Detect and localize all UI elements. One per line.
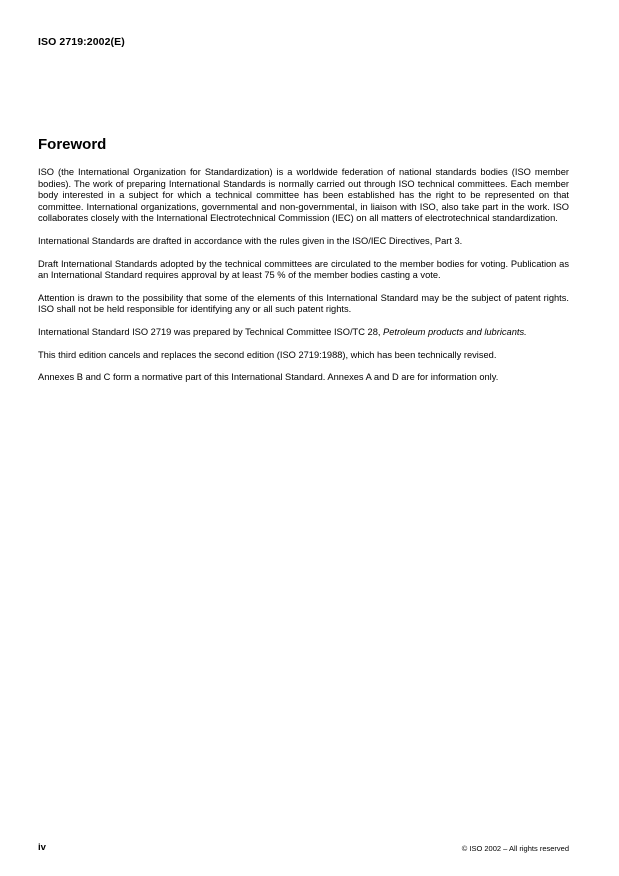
- paragraph-annexes: Annexes B and C form a normative part of this International Standard. Annexes A and D are for information only.: [38, 372, 499, 383]
- paragraph-iso-organization: ISO (the International Organization for Standardization) is a worldwide federation of national standards bodies (ISO member bodies). The work of preparing International Standards is normally carried out through ISO technical committees. Each member body interested in a subject for which a technical committee has been established has the right to be represented on that committee. International organizations, governmental and non-governmental, in liaison with ISO, also take part in the work. ISO collaborates closely with the International Electrotechnical Commission (IEC) on all matters of electrotechnical standardization.: [38, 167, 569, 224]
- copyright-notice: © ISO 2002 – All rights reserved: [461, 844, 569, 853]
- document-id: ISO 2719:2002(E): [38, 36, 125, 48]
- paragraph-committee: [38, 327, 569, 339]
- foreword-body: [38, 167, 569, 395]
- paragraph-patent-rights: Attention is drawn to the possibility that some of the elements of this International Standard may be the subject of patent rights. ISO shall not be held responsible for identifying any or all such patent rights.: [38, 292, 569, 315]
- paragraph-edition: This third edition cancels and replaces the second edition (ISO 2719:1988), which has been technically revised.: [38, 349, 497, 360]
- page-number: iv: [38, 842, 46, 853]
- committee-title-period: .: [524, 326, 527, 337]
- paragraph-directives: International Standards are drafted in accordance with the rules given in the ISO/IEC Directives, Part 3.: [38, 235, 463, 246]
- page-title: Foreword: [38, 136, 107, 153]
- paragraph-draft-standards: Draft International Standards adopted by the technical committees are circulated to the member bodies for voting. Publication as an International Standard requires approval by at least 75 % of the member bodies casting a vote.: [38, 258, 569, 281]
- committee-title: Petroleum products and lubricants: [383, 326, 525, 337]
- committee-text: International Standard ISO 2719 was prepared by Technical Committee ISO/TC 28,: [38, 326, 384, 337]
